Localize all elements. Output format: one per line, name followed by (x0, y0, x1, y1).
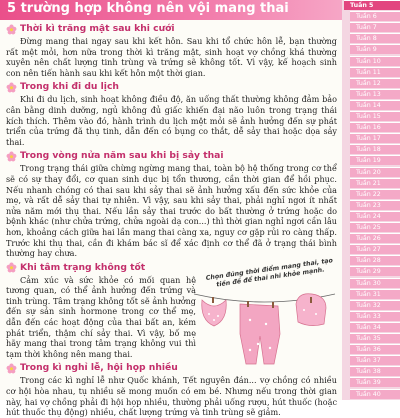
week-tab-13[interactable]: Tuần 13 (350, 89, 400, 99)
week-tab-10[interactable]: Tuần 10 (350, 56, 400, 66)
section-heading-text: Trong khi đi du lịch (20, 81, 119, 93)
week-tab-33[interactable]: Tuần 33 (350, 311, 400, 321)
mood-section (6, 256, 337, 360)
week-tab-24[interactable]: Tuần 24 (350, 211, 400, 221)
week-tab-39[interactable]: Tuần 39 (350, 377, 400, 387)
week-tab-18[interactable]: Tuần 18 (350, 144, 400, 154)
baby-clothes-illustration (192, 256, 337, 372)
week-tab-9[interactable]: Tuần 9 (350, 44, 400, 54)
section-heading-text: Trong kì nghỉ lễ, hội họp nhiều (20, 362, 178, 374)
week-tab-6[interactable]: Tuần 6 (350, 11, 400, 21)
section-heading-2 (6, 81, 337, 93)
title-bar (0, 0, 342, 20)
section-heading-1 (6, 23, 337, 35)
illustration-caption: Chọn đúng thời điểm mang thai, tạo tiền đề để thai nhi khỏe mạnh. (205, 256, 334, 289)
bib-icon (202, 300, 227, 326)
week-tab-25[interactable]: Tuần 25 (350, 222, 400, 232)
week-tab-34[interactable]: Tuần 34 (350, 322, 400, 332)
week-tab-22[interactable]: Tuần 22 (350, 189, 400, 199)
week-tab-15[interactable]: Tuần 15 (350, 111, 400, 121)
flower-icon (6, 363, 17, 374)
week-tab-30[interactable]: Tuần 30 (350, 278, 400, 288)
week-tab-37[interactable]: Tuần 37 (350, 355, 400, 365)
section-heading-3 (6, 150, 337, 162)
section-heading-text: Thời kì trăng mật sau khi cưới (20, 23, 175, 34)
week-tab-11[interactable]: Tuần 11 (350, 67, 400, 77)
week-tab-32[interactable]: Tuần 32 (350, 300, 400, 310)
page-title: 5 trường hợp không nên vội mang thai (7, 1, 289, 16)
week-tab-sidebar (342, 0, 400, 400)
week-tab-16[interactable]: Tuần 16 (350, 122, 400, 132)
week-tab-26[interactable]: Tuần 26 (350, 233, 400, 243)
baby-pants-icon (240, 304, 280, 364)
week-tab-31[interactable]: Tuần 31 (350, 289, 400, 299)
section-paragraph-3: Trong trạng thái giữa chừng ngừng mang thai, toàn bộ hệ thống trong cơ thể sẽ có sự thay đổi, cơ quan sinh dục bị tổn thương, cần thời gian để hồi phục. Nếu nhanh chóng có thai sau khi sảy thai sẽ ảnh hưởng xấu đến sức khỏe của mẹ, và rất dễ sảy thai tự nhiên. Vì vậy, sau khi sảy thai, phải nghỉ ngơi ít nhất nửa năm mới thụ thai. Nếu lần sảy thai trước do bất thường ở trứng hoặc do bệnh khác (như chửa trứng, chửa ngoài dạ con...) thì thời gian nghỉ ngơi cần lâu hơn, khoảng cách giữa hai lần mang thai càng xa, nguy cơ gặp rủi ro càng thấp. Trước khi thụ thai, cần đi khám bác sĩ để xác định cơ thể đã ở trạng thái bình thường hay chưa. (6, 163, 337, 259)
week-tab-23[interactable]: Tuần 23 (350, 200, 400, 210)
week-tab-35[interactable]: Tuần 35 (350, 333, 400, 343)
week-tab-21[interactable]: Tuần 21 (350, 178, 400, 188)
article-body (0, 20, 340, 418)
flower-icon (6, 82, 17, 93)
section-paragraph-1: Đừng mang thai ngay sau khi kết hôn. Sau khi tổ chức hôn lễ, bạn thường rất mệt mỏi, hơn nữa trong thời kì trăng mật, sinh hoạt vợ chồng khá thường xuyên nên chất lượng tinh trùng và trứng sẽ không tốt. Vì vậy, kế hoạch sinh con nên tiến hành sau khi kết hôn một thời gian. (6, 36, 337, 78)
section-paragraph-2: Khi đi du lịch, sinh hoạt không điều độ, ăn uống thất thường không đảm bảo cân bằng dinh dưỡng, ngủ không đủ giấc khiến đại não luôn trong trạng thái kích thích. Thêm vào đó, hành trình du lịch mệt mỏi sẽ ảnh hưởng đến sự phát triển của trứng đã thụ tinh, dẫn đến có bụng co thắt, dễ sảy thai hoặc dọa sảy thai. (6, 94, 337, 147)
week-tab-40[interactable]: Tuần 40 (350, 389, 400, 399)
week-tab-38[interactable]: Tuần 38 (350, 366, 400, 376)
flower-icon (6, 262, 17, 273)
week-tab-7[interactable]: Tuần 7 (350, 22, 400, 32)
week-tab-12[interactable]: Tuần 12 (350, 78, 400, 88)
week-tab-27[interactable]: Tuần 27 (350, 244, 400, 254)
week-tab-8[interactable]: Tuần 8 (350, 33, 400, 43)
week-tab-5[interactable]: Tuần 5 (344, 0, 400, 10)
section-paragraph-5: Trong các kì nghỉ lễ như Quốc khánh, Tết nguyên đán... vợ chồng có nhiều cơ hội hòa nhau, tụ nhiều sẽ mong muốn có em bé. Nhưng nếu trong thời gian này, hai vợ chồng phải đi hội họp nhiều, thường phải uống rượu, hút thuốc (hoặc hút thuốc thụ động) nhiều, chất lượng trứng và tinh trùng sẽ giảm. (6, 375, 337, 418)
section-heading-text: Khi tâm trạng không tốt (20, 261, 146, 273)
section-paragraph-4: Cảm xúc và sức khỏe có mối quan hệ tương quan, có thể ảnh hưởng đến trứng và tinh trùng. Tâm trạng không tốt sẽ ảnh hưởng đến sự sản sinh hormone trong cơ thể mẹ, dẫn đến các hoạt động của thai bất an, kém phát triển, thậm chí sảy thai. Vì vậy, bố mẹ hãy mang thai trong tâm trạng không vui thì tạm thời không nên mang thai. (6, 274, 196, 359)
flower-icon (6, 151, 17, 162)
week-tab-29[interactable]: Tuần 29 (350, 266, 400, 276)
week-tab-36[interactable]: Tuần 36 (350, 344, 400, 354)
section-heading-text: Trong vòng nửa năm sau khi bị sảy thai (20, 150, 224, 162)
flower-icon (6, 24, 17, 35)
week-tab-28[interactable]: Tuần 28 (350, 255, 400, 265)
week-tab-20[interactable]: Tuần 20 (350, 167, 400, 177)
week-tab-14[interactable]: Tuần 14 (350, 100, 400, 110)
week-tab-17[interactable]: Tuần 17 (350, 133, 400, 143)
week-tab-19[interactable]: Tuần 19 (350, 155, 400, 165)
